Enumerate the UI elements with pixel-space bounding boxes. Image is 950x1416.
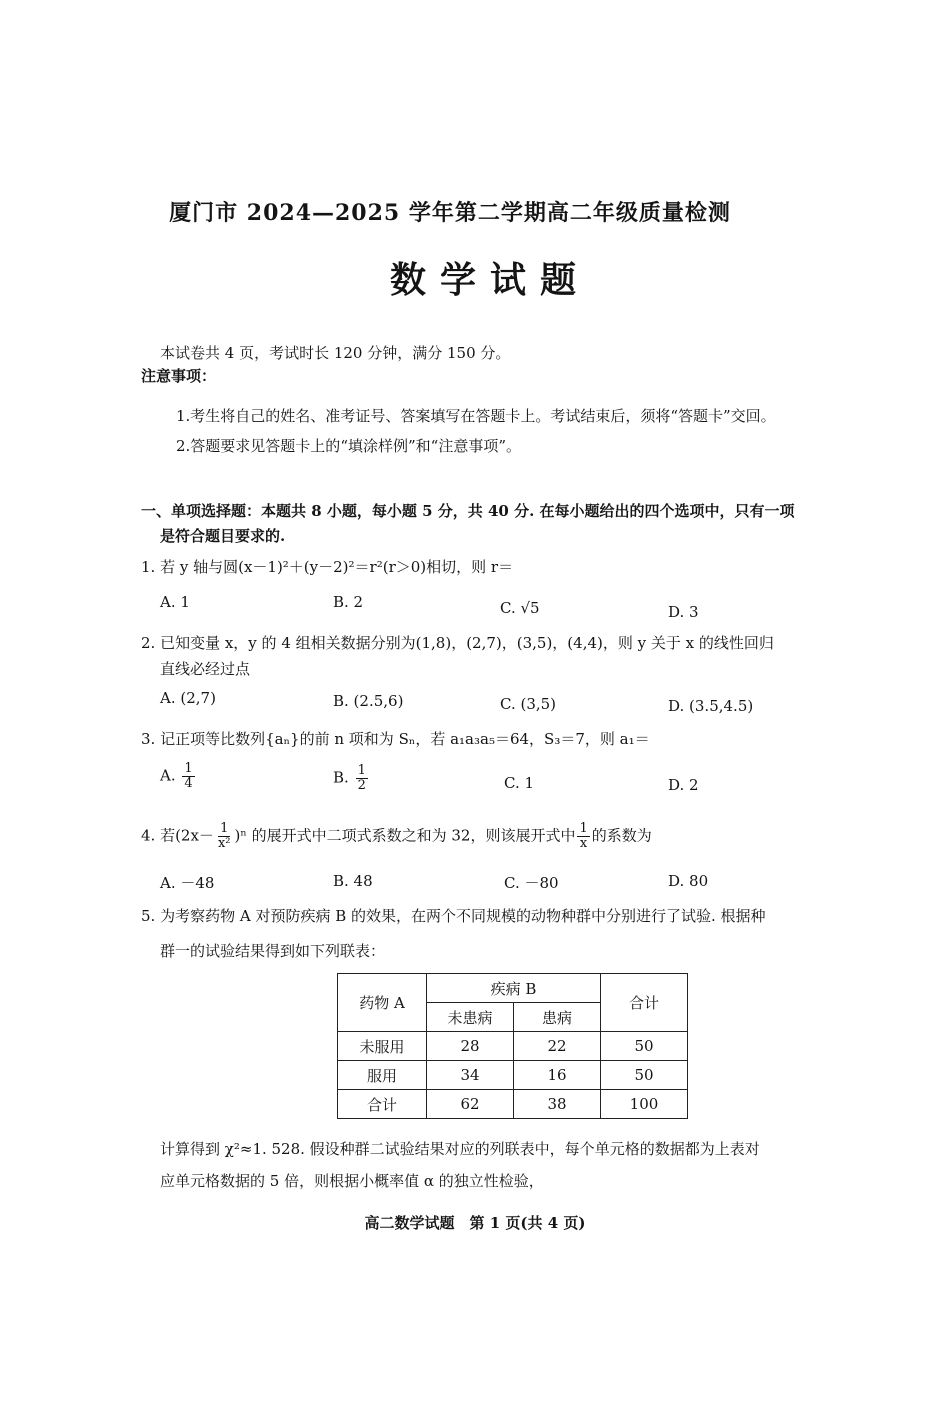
- notice-item-2: 2.答题要求见答题卡上的“填涂样例”和“注意事项”。: [176, 437, 521, 455]
- table-cell: 22: [514, 1032, 601, 1061]
- q1-option-d: D. 3: [668, 603, 699, 621]
- table-cell: 38: [514, 1090, 601, 1119]
- q3-option-c: C. 1: [504, 774, 535, 792]
- q4-option-a: A. －48: [160, 874, 215, 892]
- q2-option-a: A. (2,7): [160, 689, 216, 707]
- table-row: [338, 1090, 688, 1119]
- contingency-table: [337, 973, 688, 1119]
- q3-option-b: B. $\frac{1}{2}$: [333, 763, 366, 793]
- question-5-stem: 5. 为考察药物 A 对预防疾病 B 的效果，在两个不同规模的动物种群中分别进行了试验. 根据种: [141, 907, 766, 925]
- q3-option-a: A. $\frac{1}{4}$: [160, 761, 193, 791]
- q2-option-d: D. (3.5,4.5): [668, 697, 754, 715]
- table-cell: 28: [427, 1032, 514, 1061]
- q3-option-d: D. 2: [668, 776, 699, 794]
- question-5-stem-cont: 群一的试验结果得到如下列联表：: [160, 942, 386, 960]
- fraction: $\frac{1}{4}$: [184, 761, 193, 791]
- fraction: $\frac{1}{2}$: [357, 763, 366, 793]
- table-header-cell: 药物 A: [338, 974, 427, 1032]
- page-footer: 高二数学试题 第 1 页(共 4 页): [364, 1214, 586, 1232]
- table-cell: 50: [601, 1032, 688, 1061]
- q1-option-b: B. 2: [333, 593, 364, 611]
- table-row: [338, 974, 688, 1003]
- q1-option-a: A. 1: [160, 593, 190, 611]
- q4-option-c: C. －80: [504, 874, 559, 892]
- question-4-stem: 4. 若(2x－ $\frac{1}{\text{x²}}$ )ⁿ 的展开式中二项式系数之和为 32，则该展开式中 $\frac{1}{x}$ 的系数为: [141, 821, 652, 851]
- notice-item-1: 1.考生将自己的姓名、准考证号、答案填写在答题卡上。考试结束后，须将“答题卡”交回。: [176, 407, 776, 425]
- subject-title: 数学试题: [389, 259, 590, 301]
- question-2-stem-cont: 直线必经过点: [160, 660, 251, 678]
- q2-option-c: C. (3,5): [500, 695, 557, 713]
- question-5-continuation-2: 应单元格数据的 5 倍，则根据小概率值 α 的独立性检验，: [160, 1172, 544, 1190]
- fraction: $\frac{1}{x}$: [579, 821, 588, 851]
- fraction: $\frac{1}{\text{x²}}$: [217, 821, 231, 851]
- table-cell: 服用: [338, 1061, 427, 1090]
- table-cell: 34: [427, 1061, 514, 1090]
- question-3-stem: 3. 记正项等比数列{aₙ}的前 n 项和为 Sₙ，若 a₁a₃a₅＝64，S₃＝7，则 a₁＝: [141, 730, 650, 748]
- q2-option-b: B. (2.5,6): [333, 692, 404, 710]
- table-cell: 62: [427, 1090, 514, 1119]
- table-cell: 16: [514, 1061, 601, 1090]
- q4-option-b: B. 48: [333, 872, 373, 890]
- question-5-continuation: 计算得到 χ²≈1. 528. 假设种群二试验结果对应的列联表中，每个单元格的数据都为上表对: [160, 1140, 760, 1158]
- table-row: [338, 1032, 688, 1061]
- table-cell: 未服用: [338, 1032, 427, 1061]
- exam-title-line: 厦门市 2024—2025 学年第二学期高二年级质量检测: [169, 200, 731, 226]
- table-header-cell: 合计: [601, 974, 688, 1032]
- section-heading-cont: 是符合题目要求的.: [160, 527, 286, 545]
- q4-option-d: D. 80: [668, 872, 709, 890]
- question-2-stem: 2. 已知变量 x，y 的 4 组相关数据分别为(1,8)，(2,7)，(3,5)，(4,4)，则 y 关于 x 的线性回归: [141, 634, 774, 652]
- exam-info: 本试卷共 4 页，考试时长 120 分钟，满分 150 分。: [160, 344, 511, 362]
- section-heading: 一、单项选择题：本题共 8 小题，每小题 5 分，共 40 分. 在每小题给出的四个选项中，只有一项: [141, 502, 795, 520]
- table-cell: 100: [601, 1090, 688, 1119]
- table-header-cell: 未患病: [427, 1003, 514, 1032]
- table-cell: 合计: [338, 1090, 427, 1119]
- table-header-cell: 疾病 B: [427, 974, 601, 1003]
- question-1-stem: 1. 若 y 轴与圆(x－1)²＋(y－2)²＝r²(r＞0)相切，则 r＝: [141, 558, 514, 576]
- notice-heading: 注意事项：: [141, 367, 217, 385]
- q1-option-c: C. √5: [500, 599, 540, 617]
- table-header-cell: 患病: [514, 1003, 601, 1032]
- table-row: [338, 1061, 688, 1090]
- table-cell: 50: [601, 1061, 688, 1090]
